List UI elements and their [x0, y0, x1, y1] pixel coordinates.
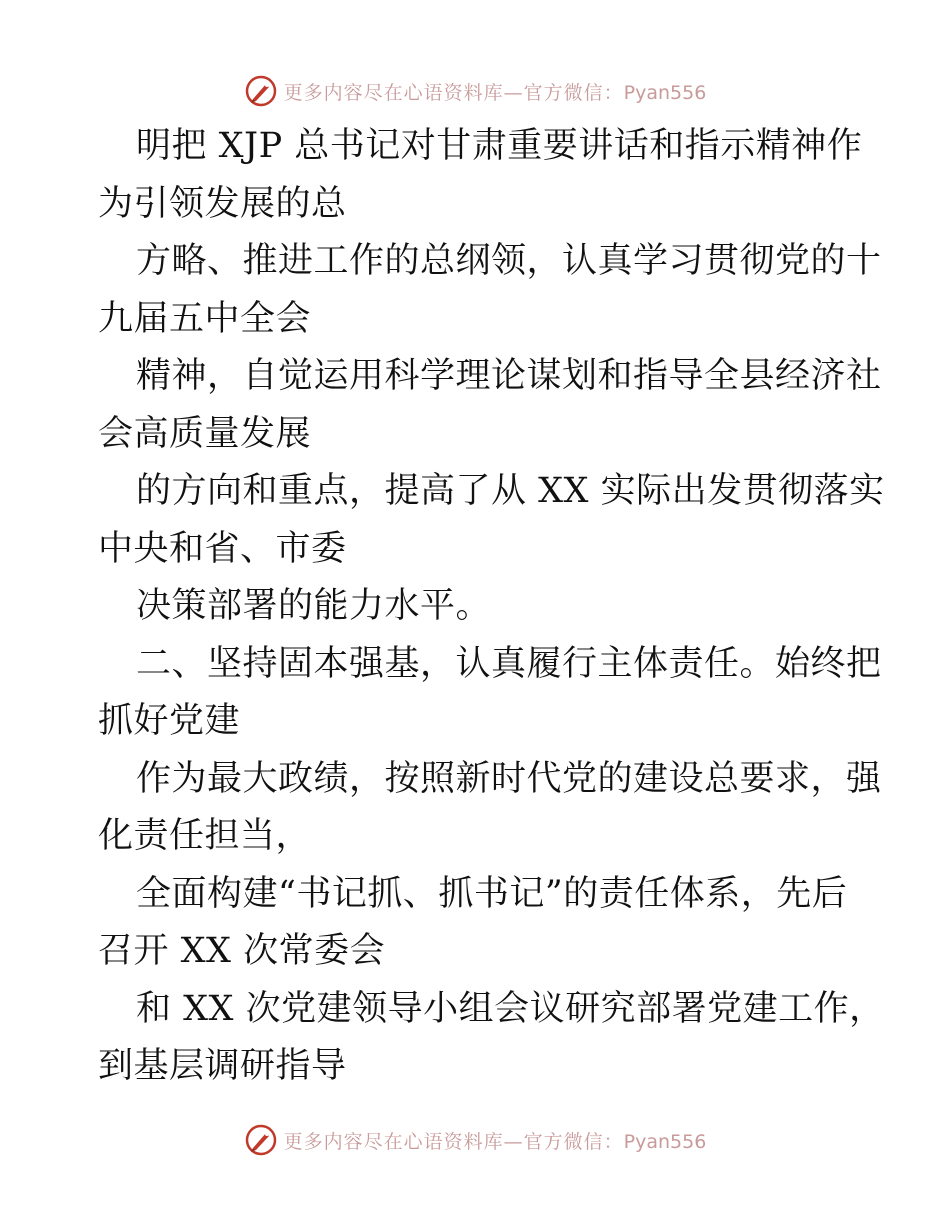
text-line: 和 XX 次党建领导小组会议研究部署党建工作， — [136, 988, 885, 1029]
text-line: 到基层调研指导 — [98, 1046, 347, 1086]
text-line: 明把 XJP 总书记对甘肃重要讲话和指示精神作 — [136, 126, 863, 166]
text-line: 精神，自觉运用科学理论谋划和指导全县经济社 — [136, 356, 882, 396]
text-line: 九届五中全会 — [98, 298, 312, 339]
watermark-text: 更多内容尽在心语资料库—官方微信：Pyan556 — [283, 1130, 707, 1153]
header-watermark — [0, 71, 950, 111]
text-line: 化责任担当， — [98, 816, 312, 856]
watermark-text: 更多内容尽在心语资料库—官方微信：Pyan556 — [283, 81, 707, 104]
text-line: 中央和省、市委 — [98, 528, 347, 569]
pen-logo-icon — [244, 74, 278, 108]
text-line: 作为最大政绩，按照新时代党的建设总要求，强 — [136, 758, 882, 799]
text-line: 二、坚持固本强基，认真履行主体责任。始终把 — [136, 643, 882, 684]
text-line: 会高质量发展 — [98, 413, 312, 454]
text-line: 召开 XX 次常委会 — [98, 931, 386, 971]
text-line: 为引领发展的总 — [98, 183, 347, 224]
text-line: 抓好党建 — [98, 701, 241, 741]
text-line: 的方向和重点，提高了从 XX 实际出发贯彻落实 — [136, 471, 885, 511]
pen-logo-icon — [244, 1123, 278, 1157]
watermark-id: Pyan556 — [623, 1130, 707, 1153]
text-line: 决策部署的能力水平。 — [136, 586, 492, 626]
watermark-id: Pyan556 — [623, 81, 707, 104]
text-line: 全面构建“书记抓、抓书记”的责任体系，先后 — [136, 873, 848, 914]
document-body — [98, 118, 885, 1096]
text-line: 方略、推进工作的总纲领，认真学习贯彻党的十 — [136, 241, 882, 281]
footer-watermark — [0, 1120, 950, 1160]
